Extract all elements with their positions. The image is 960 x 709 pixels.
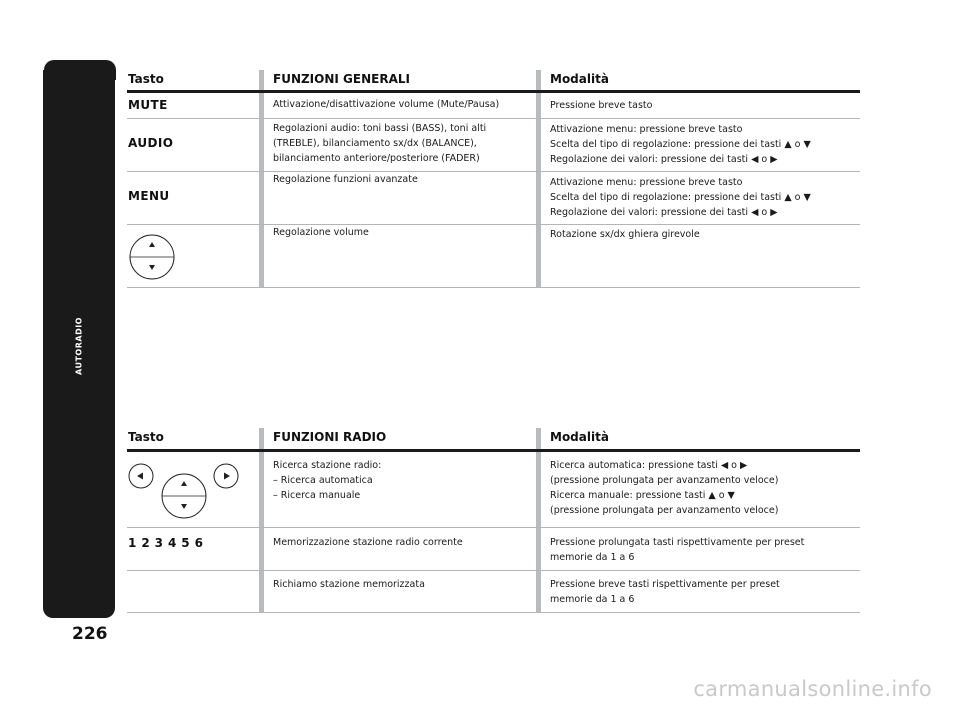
- watermark: carmanualsonline.info: [693, 677, 932, 701]
- column-separator: [536, 428, 541, 613]
- chapter-label: AUTORADIO: [74, 317, 84, 375]
- seek-right-button-icon: [213, 463, 239, 489]
- key-menu: MENU: [128, 189, 170, 203]
- row-divider: [127, 527, 860, 528]
- preset-keys: 1 2 3 4 5 6: [128, 536, 204, 550]
- mode-text: Attivazione menu: pressione breve tasto Scelta del tipo di regolazione: pressione dei tasti ▲ o ▼ Regolazione dei valori: pressione dei tasti ◀ o ▶: [550, 177, 811, 218]
- table1-header-mode: Modalità: [550, 72, 609, 86]
- volume-knob-icon: [128, 233, 176, 281]
- key-audio: AUDIO: [128, 136, 174, 150]
- row-divider: [127, 171, 860, 172]
- function-text: Richiamo stazione memorizzata: [273, 579, 425, 590]
- mode-text: Ricerca automatica: pressione tasti ◀ o ▶ (pressione prolungata per avanzamento veloce) Ricerca manuale: pressione tasti ▲ o ▼ (pressione prolungata per avanzamento veloce): [550, 460, 779, 516]
- mode-text: Pressione breve tasti rispettivamente per preset memorie da 1 a 6: [550, 579, 780, 605]
- row-divider: [127, 224, 860, 225]
- table1-bottom-rule: [127, 287, 860, 288]
- page-number: 226: [72, 624, 108, 644]
- row-divider: [127, 118, 860, 119]
- function-text: Attivazione/disattivazione volume (Mute/Pausa): [273, 99, 500, 110]
- table2-header-functions: FUNZIONI RADIO: [273, 430, 387, 444]
- mode-text: Attivazione menu: pressione breve tasto Scelta del tipo di regolazione: pressione dei tasti ▲ o ▼ Regolazione dei valori: pressione dei tasti ◀ o ▶: [550, 124, 811, 165]
- table2-header-key: Tasto: [128, 430, 164, 444]
- table1-header-key: Tasto: [128, 72, 164, 86]
- key-mute: MUTE: [128, 98, 168, 112]
- column-separator: [259, 70, 264, 287]
- function-text: Regolazioni audio: toni bassi (BASS), toni alti (TREBLE), bilanciamento sx/dx (BALANCE), bilanciamento anteriore/posteriore (FADER): [273, 123, 487, 164]
- function-text: Ricerca stazione radio: – Ricerca automatica – Ricerca manuale: [273, 460, 382, 501]
- seek-left-button-icon: [128, 463, 154, 489]
- mode-text: Rotazione sx/dx ghiera girevole: [550, 229, 700, 240]
- column-separator: [259, 428, 264, 613]
- function-text: Memorizzazione stazione radio corrente: [273, 537, 463, 548]
- table1-header-functions: FUNZIONI GENERALI: [273, 72, 410, 86]
- row-divider: [127, 570, 860, 571]
- tune-knob-icon: [160, 472, 208, 520]
- mode-text: Pressione prolungata tasti rispettivamente per preset memorie da 1 a 6: [550, 537, 805, 563]
- table2-header-mode: Modalità: [550, 430, 609, 444]
- function-text: Regolazione funzioni avanzate: [273, 174, 418, 185]
- table2-header-rule: [127, 449, 860, 452]
- mode-text: Pressione breve tasto: [550, 100, 653, 111]
- function-text: Regolazione volume: [273, 227, 369, 238]
- table1-header-rule: [127, 90, 860, 93]
- column-separator: [536, 70, 541, 287]
- table2-bottom-rule: [127, 612, 860, 613]
